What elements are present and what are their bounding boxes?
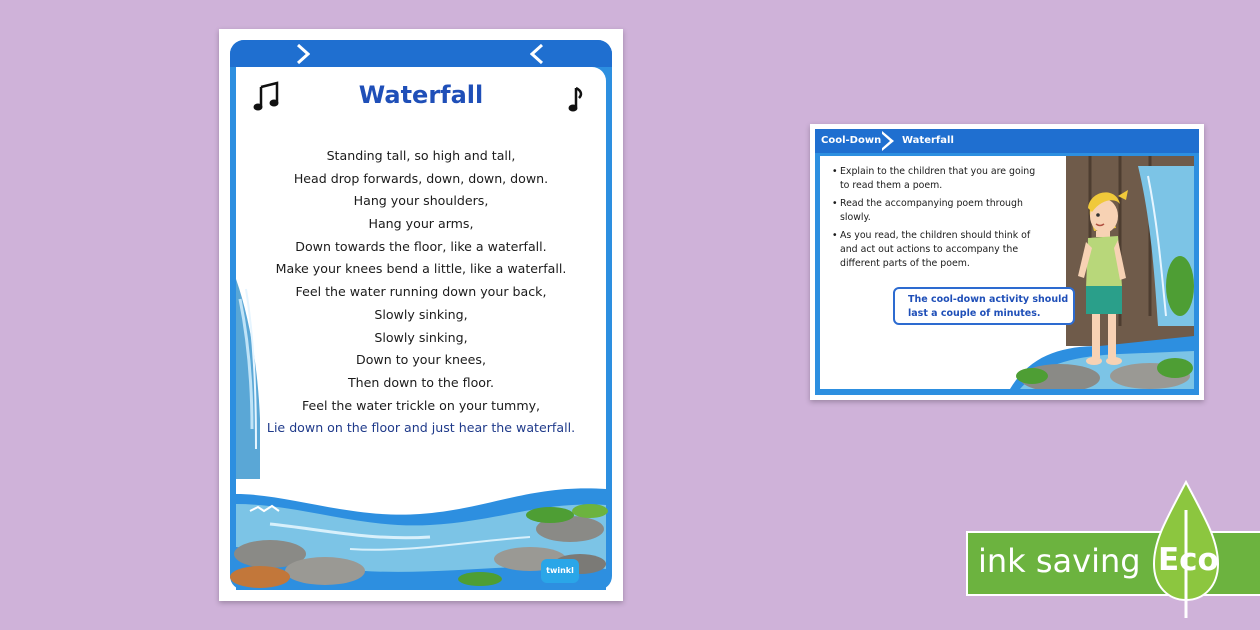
slide-frame	[815, 129, 1199, 395]
list-item: • Read the accompanying poem through slowly.	[832, 197, 1042, 225]
breadcrumb-section: Cool-Down	[821, 135, 882, 146]
poster-top-band	[230, 40, 612, 67]
lesson-slide	[810, 124, 1204, 400]
poster-title: Waterfall	[358, 81, 484, 109]
chevron-left-icon	[530, 44, 544, 64]
instruction-list	[832, 165, 1042, 275]
music-notes-icon	[253, 81, 281, 113]
list-item: • Explain to the children that you are going to read them a poem.	[832, 165, 1042, 193]
poem-line: Head drop forwards, down, down, down.	[293, 170, 549, 186]
slide-body	[820, 156, 1194, 389]
music-note-icon	[566, 85, 586, 115]
poem-line: Down towards the floor, like a waterfall.	[295, 238, 547, 254]
ink-saving-text: ink saving	[978, 542, 1141, 580]
poem-line: Then down to the floor.	[347, 374, 495, 390]
poem-line: Hang your shoulders,	[353, 193, 489, 209]
poem-line: Hang your arms,	[368, 216, 474, 232]
poem-line: Down to your knees,	[356, 352, 486, 368]
twinkl-logo: twinkl	[541, 559, 579, 583]
chevron-right-icon	[881, 131, 895, 151]
duration-callout: The cool-down activity should last a couple of minutes.	[893, 287, 1075, 325]
poem-line: Feel the water running down your back,	[295, 284, 547, 300]
list-item: • As you read, the children should think of and act out actions to accompany the different parts of the poem.	[832, 229, 1042, 271]
slide-header	[815, 129, 1199, 153]
poem-text	[249, 145, 593, 440]
poem-poster	[219, 29, 623, 601]
poem-final-line: Lie down on the floor and just hear the waterfall.	[266, 420, 576, 436]
poem-line: Make your knees bend a little, like a waterfall.	[275, 261, 567, 277]
poem-line: Slowly sinking,	[374, 306, 468, 322]
poem-line: Feel the water trickle on your tummy,	[301, 397, 541, 413]
breadcrumb-page: Waterfall	[902, 135, 954, 146]
poem-line: Slowly sinking,	[374, 329, 468, 345]
chevron-right-icon	[296, 44, 310, 64]
poem-line: Standing tall, so high and tall,	[326, 148, 516, 163]
eco-label: Eco	[1158, 542, 1219, 578]
